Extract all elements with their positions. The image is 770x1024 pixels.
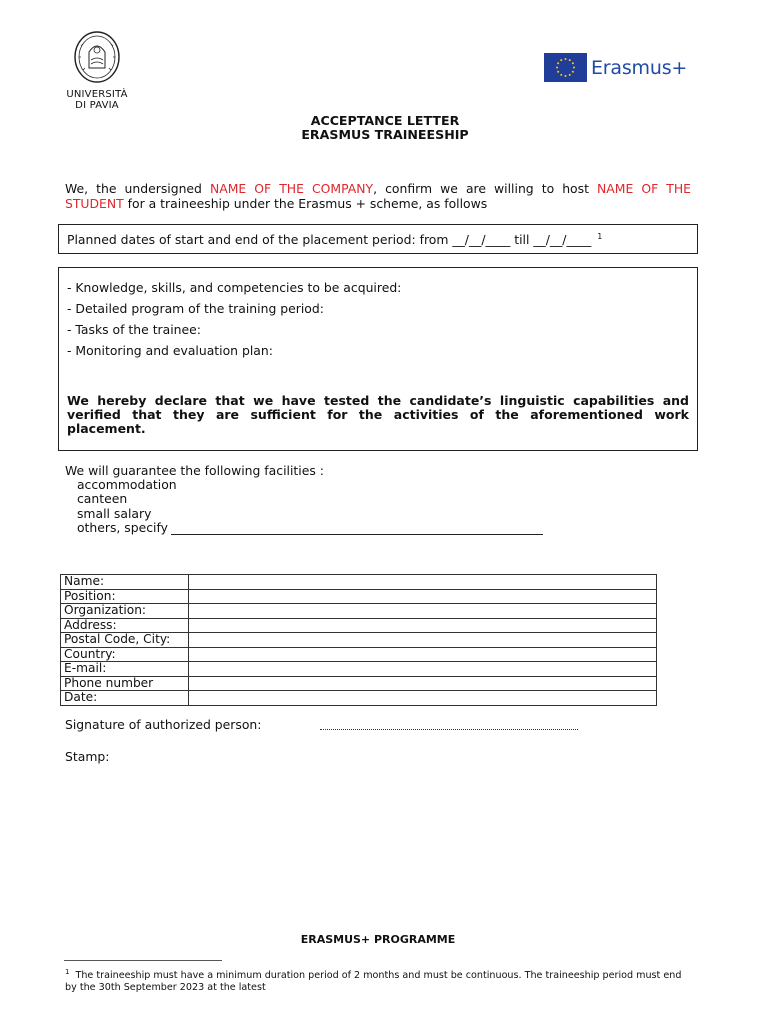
- university-seal-icon: [73, 30, 121, 84]
- contact-details-table: [60, 574, 657, 706]
- input-name[interactable]: [189, 575, 657, 590]
- label-organization: Organization:: [61, 604, 189, 619]
- intro-paragraph: [65, 181, 691, 211]
- company-name-placeholder: NAME OF THE COMPANY: [209, 181, 374, 196]
- intro-text-3: for a traineeship under the Erasmus + scheme, as follows: [123, 196, 488, 211]
- stamp-label: Stamp:: [65, 749, 110, 764]
- table-row: [61, 633, 657, 648]
- label-phone: Phone number: [61, 676, 189, 691]
- facilities-section: [65, 464, 543, 535]
- programme-footer: ERASMUS+ PROGRAMME: [300, 933, 456, 946]
- label-name: Name:: [61, 575, 189, 590]
- footnote-number: 1: [65, 968, 70, 976]
- table-row: [61, 604, 657, 619]
- plan-item-monitoring: - Monitoring and evaluation plan:: [67, 343, 273, 358]
- signature-label: Signature of authorized person:: [65, 717, 262, 732]
- label-position: Position:: [61, 589, 189, 604]
- table-row: [61, 662, 657, 677]
- intro-text-2: , confirm we are willing to host: [373, 181, 598, 196]
- footnote-reference: 1: [597, 232, 603, 241]
- facility-option-canteen[interactable]: canteen: [76, 491, 128, 507]
- eu-flag-icon: [544, 53, 587, 82]
- label-postal-code-city: Postal Code, City:: [61, 633, 189, 648]
- facility-option-accommodation[interactable]: accommodation: [76, 477, 177, 493]
- training-plan-box: [58, 267, 698, 451]
- university-name-line2: DI PAVIA: [75, 100, 119, 111]
- input-phone[interactable]: [189, 676, 657, 691]
- language-declaration: We hereby declare that we have tested the candidate’s linguistic capabilities and verified that they are sufficient for the activities of the aforementioned work placement.: [67, 393, 689, 436]
- label-address: Address:: [61, 618, 189, 633]
- erasmus-logo-text: Erasmus+: [591, 56, 688, 79]
- table-row: [61, 647, 657, 662]
- signature-line[interactable]: [320, 729, 578, 730]
- student-name-placeholder: NAME OF THE STUDENT: [65, 181, 691, 211]
- input-postal-code-city[interactable]: [189, 633, 657, 648]
- table-row: [61, 676, 657, 691]
- table-row: [61, 589, 657, 604]
- input-address[interactable]: [189, 618, 657, 633]
- document-title-line1: ACCEPTANCE LETTER: [310, 113, 460, 128]
- footnote-divider: [64, 960, 222, 961]
- plan-item-knowledge: - Knowledge, skills, and competencies to be acquired:: [67, 280, 402, 295]
- facility-option-salary[interactable]: small salary: [76, 505, 152, 521]
- plan-item-program: - Detailed program of the training period:: [67, 301, 324, 316]
- table-row: [61, 691, 657, 706]
- facilities-heading: We will guarantee the following facilities :: [65, 463, 324, 478]
- plan-item-tasks: - Tasks of the trainee:: [67, 322, 201, 337]
- label-email: E-mail:: [61, 662, 189, 677]
- input-organization[interactable]: [189, 604, 657, 619]
- input-position[interactable]: [189, 589, 657, 604]
- others-specify-field[interactable]: [171, 523, 543, 535]
- footnote-text: The traineeship must have a minimum duration period of 2 months and must be continuous. The traineeship period must end by the 30th September 2023 at the latest: [65, 970, 682, 994]
- university-name-line1: UNIVERSITÀ: [66, 89, 128, 100]
- label-country: Country:: [61, 647, 189, 662]
- erasmus-logo: [544, 53, 687, 82]
- document-title-line2: ERASMUS TRAINEESHIP: [301, 127, 469, 142]
- intro-text-1: We, the undersigned: [65, 181, 210, 196]
- placement-dates-box: [58, 224, 698, 254]
- input-date[interactable]: [189, 691, 657, 706]
- university-logo: [64, 30, 130, 111]
- placement-dates-text[interactable]: Planned dates of start and end of the placement period: from __/__/____ till __/__/____: [67, 232, 592, 248]
- table-row: [61, 618, 657, 633]
- input-country[interactable]: [189, 647, 657, 662]
- label-date: Date:: [61, 691, 189, 706]
- table-row: [61, 575, 657, 590]
- footnote: [65, 966, 685, 994]
- input-email[interactable]: [189, 662, 657, 677]
- facility-option-others[interactable]: others, specify: [65, 521, 543, 535]
